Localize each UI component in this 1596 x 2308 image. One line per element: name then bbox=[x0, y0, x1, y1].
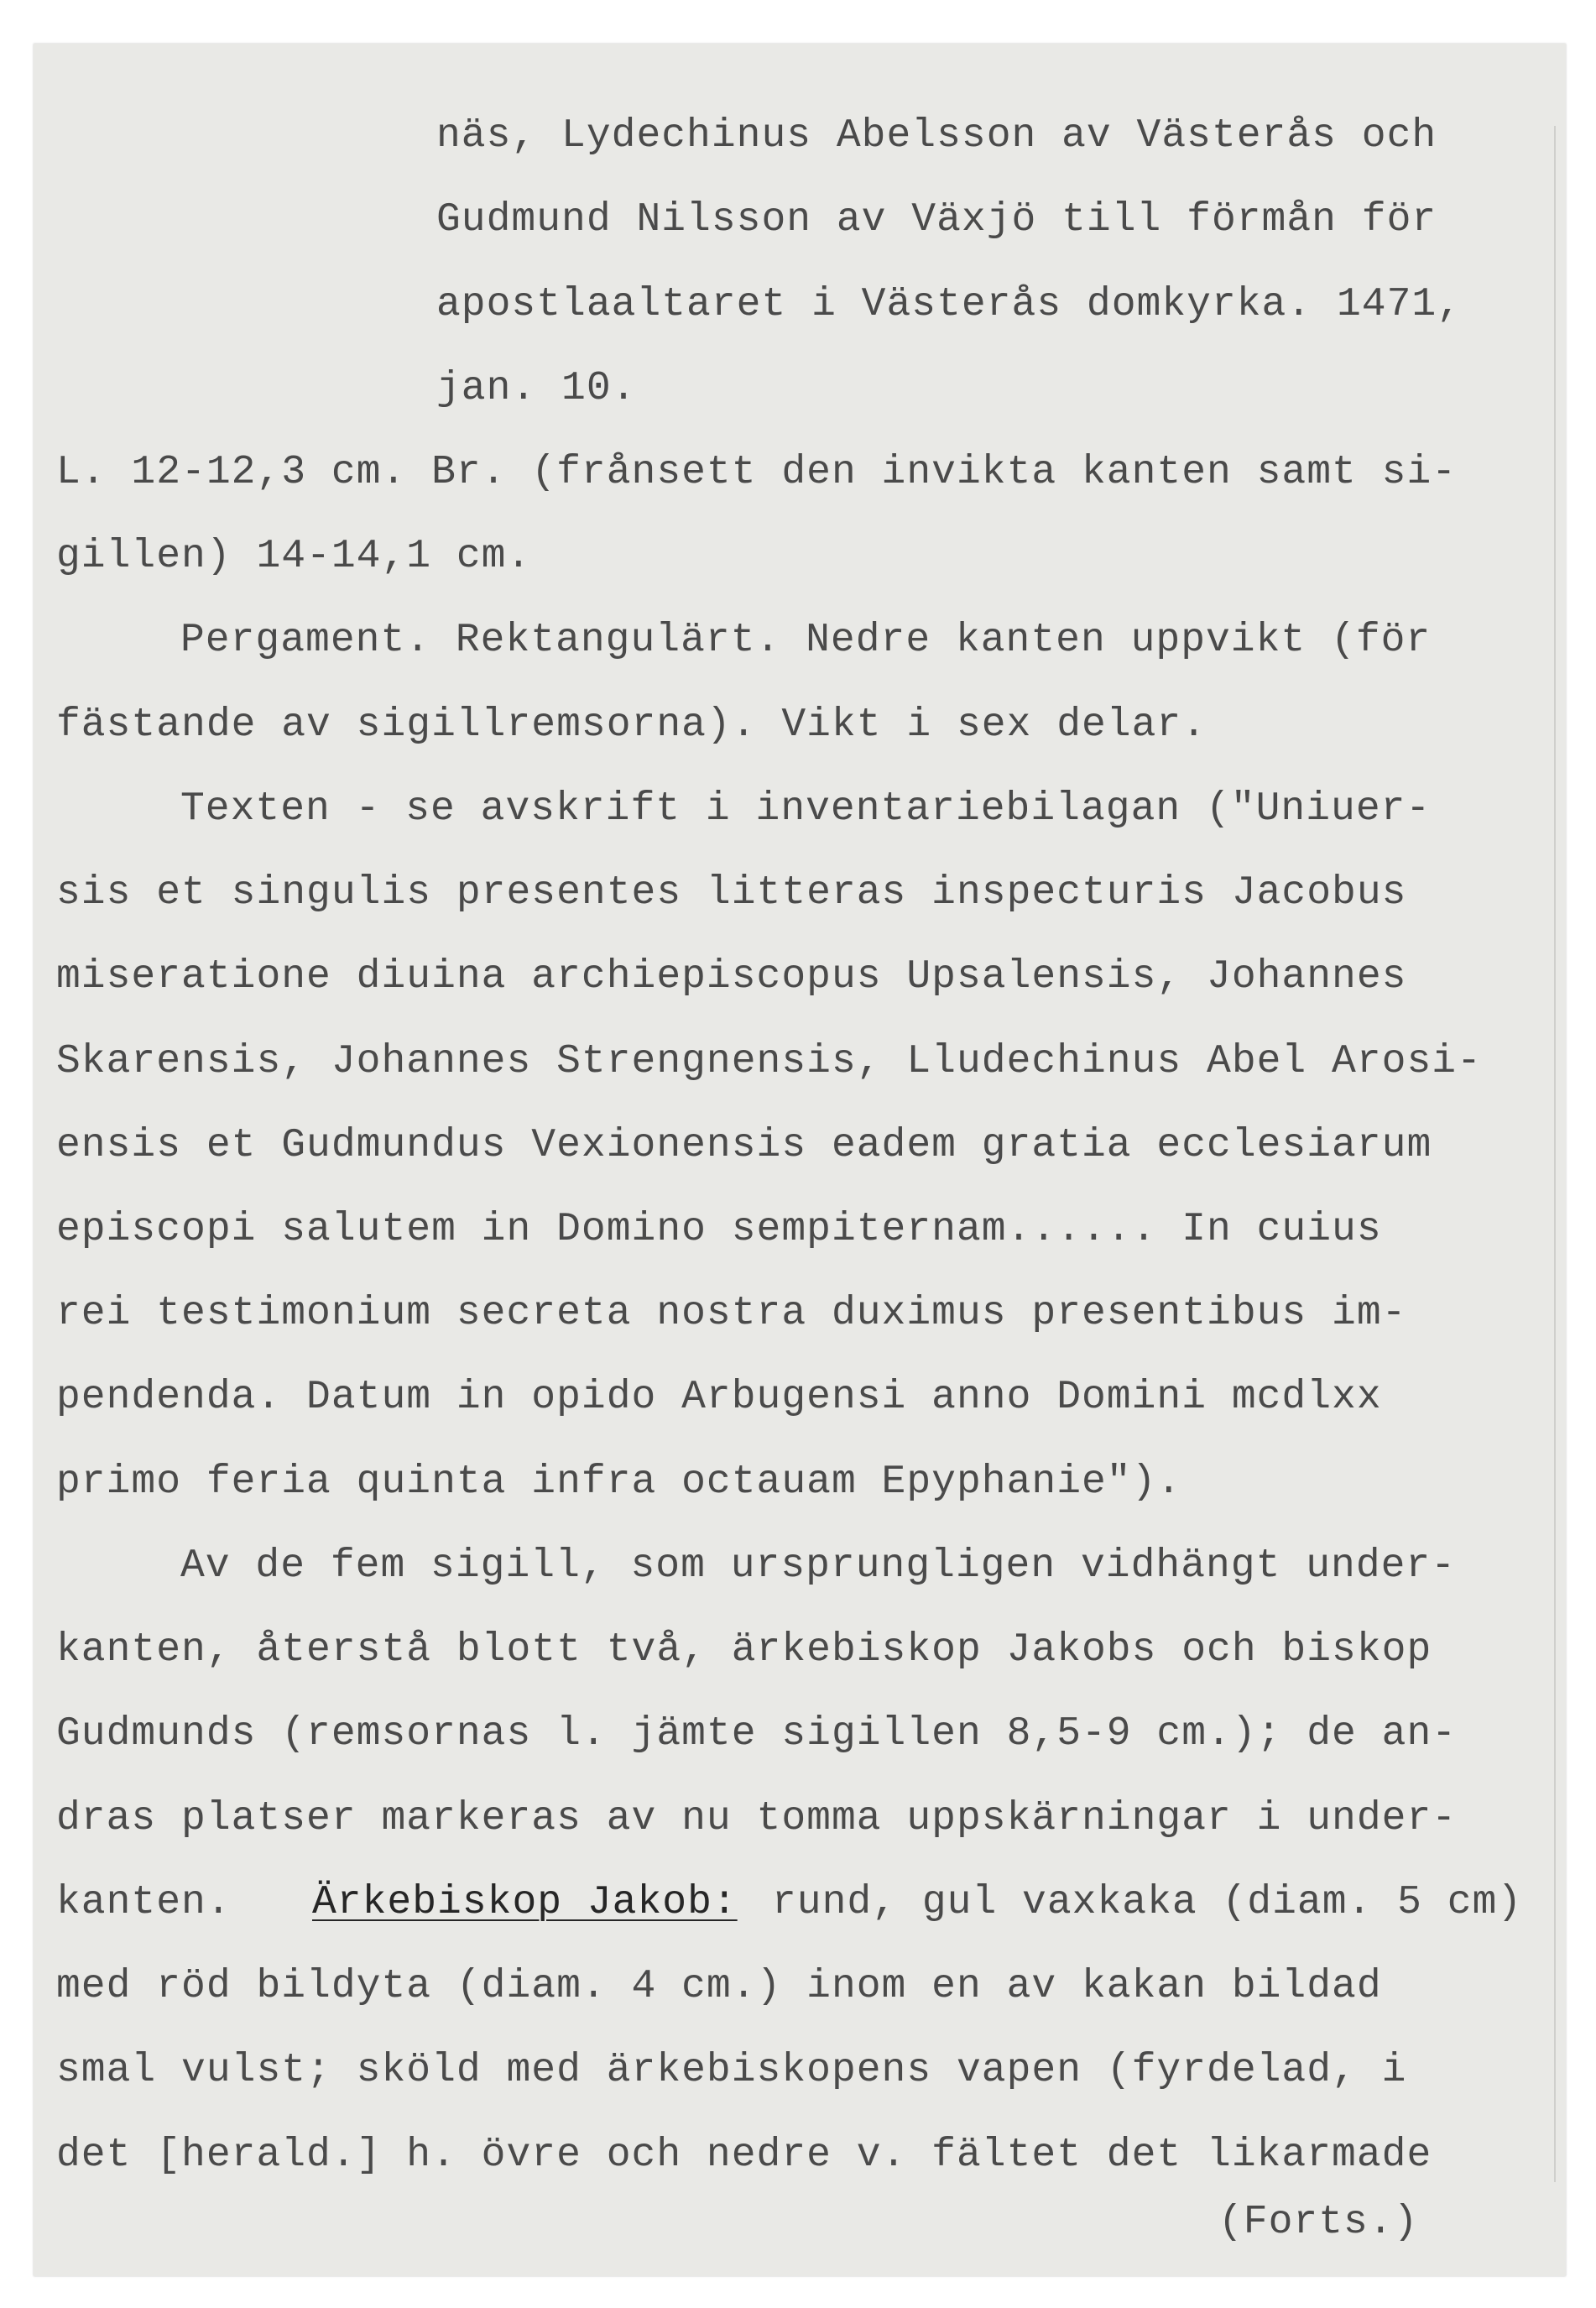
seal-heading-jakob: Ärkebiskop Jakob: bbox=[312, 1880, 738, 1925]
text-line-9: primo feria quinta infra octauam Epyphanie"). bbox=[56, 1459, 1182, 1505]
heading-line-1: näs, Lydechinus Abelsson av Västerås och bbox=[436, 113, 1437, 159]
text-line-4: Skarensis, Johannes Strengnensis, Lludechinus Abel Arosi- bbox=[56, 1039, 1482, 1084]
text-line-3: miseratione diuina archiepiscopus Upsalensis, Johannes bbox=[56, 954, 1407, 1000]
seal-line-7: smal vulst; sköld med ärkebiskopens vapen (fyrdelad, i bbox=[56, 2048, 1407, 2093]
seal-line-4: dras platser markeras av nu tomma uppskärningar i under- bbox=[56, 1796, 1458, 1841]
text-line-6: episcopi salutem in Domino sempiternam...... In cuius bbox=[56, 1207, 1382, 1252]
text-line-1: Texten - se avskrift i inventariebilagan ("Uniuer- bbox=[180, 786, 1432, 832]
text-line-2: sis et singulis presentes litteras inspecturis Jacobus bbox=[56, 870, 1407, 916]
continued-note: (Forts.) bbox=[1218, 2200, 1419, 2245]
seal-line-2: kanten, återstå blott två, ärkebiskop Jakobs och biskop bbox=[56, 1627, 1432, 1673]
seal-line-3: Gudmunds (remsornas l. jämte sigillen 8,5-9 cm.); de an- bbox=[56, 1711, 1458, 1757]
seal-line-1: Av de fem sigill, som ursprungligen vidhängt under- bbox=[180, 1543, 1457, 1589]
heading-line-2: Gudmund Nilsson av Växjö till förmån för bbox=[436, 197, 1437, 243]
text-line-5: ensis et Gudmundus Vexionensis eadem gratia ecclesiarum bbox=[56, 1123, 1432, 1168]
measure-line-1: L. 12-12,3 cm. Br. (frånsett den invikta kanten samt si- bbox=[56, 450, 1458, 495]
material-line-1: Pergament. Rektangulärt. Nedre kanten uppvikt (för bbox=[180, 618, 1432, 663]
material-line-2: fästande av sigillremsorna). Vikt i sex delar. bbox=[56, 702, 1207, 748]
text-line-7: rei testimonium secreta nostra duximus presentibus im- bbox=[56, 1291, 1407, 1336]
heading-line-3: apostlaaltaret i Västerås domkyrka. 1471, bbox=[436, 282, 1462, 327]
paper-fold-edge bbox=[1554, 126, 1556, 2182]
measure-line-2: gillen) 14-14,1 cm. bbox=[56, 534, 532, 579]
seal-line-5-end: rund, gul vaxkaka (diam. 5 cm) bbox=[772, 1880, 1523, 1925]
text-line-8: pendenda. Datum in opido Arbugensi anno Domini mcdlxx bbox=[56, 1375, 1382, 1420]
seal-line-8: det [herald.] h. övre och nedre v. fältet det likarmade bbox=[56, 2133, 1432, 2178]
seal-line-5-start: kanten. bbox=[56, 1880, 232, 1925]
heading-line-4: jan. 10. bbox=[436, 366, 637, 411]
seal-line-6: med röd bildyta (diam. 4 cm.) inom en av kakan bildad bbox=[56, 1964, 1382, 2009]
